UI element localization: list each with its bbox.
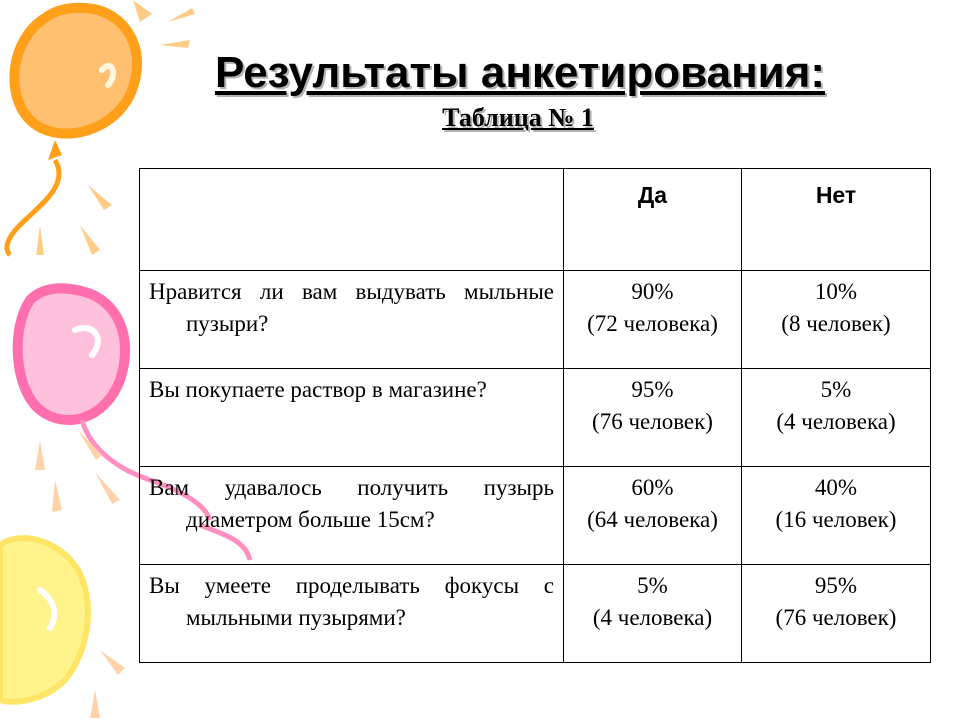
yes-count: (4 человека) [592, 605, 713, 630]
question-cell [140, 565, 564, 663]
header-yes: Да [564, 169, 742, 271]
no-cell [742, 271, 931, 369]
no-cell [742, 467, 931, 565]
yes-count: (76 человек) [592, 409, 713, 434]
table-row [140, 467, 931, 565]
no-count: (8 человек) [781, 311, 891, 336]
no-count: (76 человек) [775, 605, 897, 630]
question-text: Вы покупаете раствор в магазине? [149, 377, 487, 402]
pink-rays-icon [35, 430, 120, 512]
no-count: (16 человек) [775, 507, 897, 532]
no-cell [742, 565, 931, 663]
table-row [140, 369, 931, 467]
yes-cell [564, 369, 742, 467]
no-percent: 95% [814, 573, 858, 598]
yes-percent: 60% [631, 475, 674, 500]
yes-percent: 95% [631, 377, 674, 402]
yellow-balloon-icon [0, 538, 88, 702]
no-cell [742, 369, 931, 467]
yes-count: (72 человека) [587, 311, 718, 336]
no-percent: 5% [820, 377, 852, 402]
yes-cell [564, 271, 742, 369]
question-cell [140, 271, 564, 369]
question-cell [140, 467, 564, 565]
survey-results-table [139, 168, 931, 663]
table-header-row [140, 169, 931, 271]
yes-cell [564, 467, 742, 565]
header-empty-cell [140, 169, 564, 271]
table-caption: Таблица № 1 [442, 103, 594, 132]
yes-percent: 90% [631, 279, 674, 304]
no-percent: 40% [814, 475, 858, 500]
no-percent: 10% [814, 279, 858, 304]
yes-percent: 5% [637, 573, 668, 598]
yes-cell [564, 565, 742, 663]
table-row [140, 565, 931, 663]
table-row [140, 271, 931, 369]
question-text: Вам удавалось получить пузырь диаметром больше 15см? [149, 475, 554, 532]
header-no: Нет [742, 169, 931, 271]
yellow-rays-icon [90, 650, 125, 718]
question-text: Вы умеете проделывать фокусы с мыльными пузырями? [149, 573, 554, 630]
page-title: Результаты анкетирования: [214, 48, 826, 97]
yes-count: (64 человека) [587, 507, 718, 532]
question-text: Нравится ли вам выдувать мыльные пузыри? [149, 279, 554, 336]
question-cell [140, 369, 564, 467]
no-count: (4 человека) [776, 409, 896, 434]
